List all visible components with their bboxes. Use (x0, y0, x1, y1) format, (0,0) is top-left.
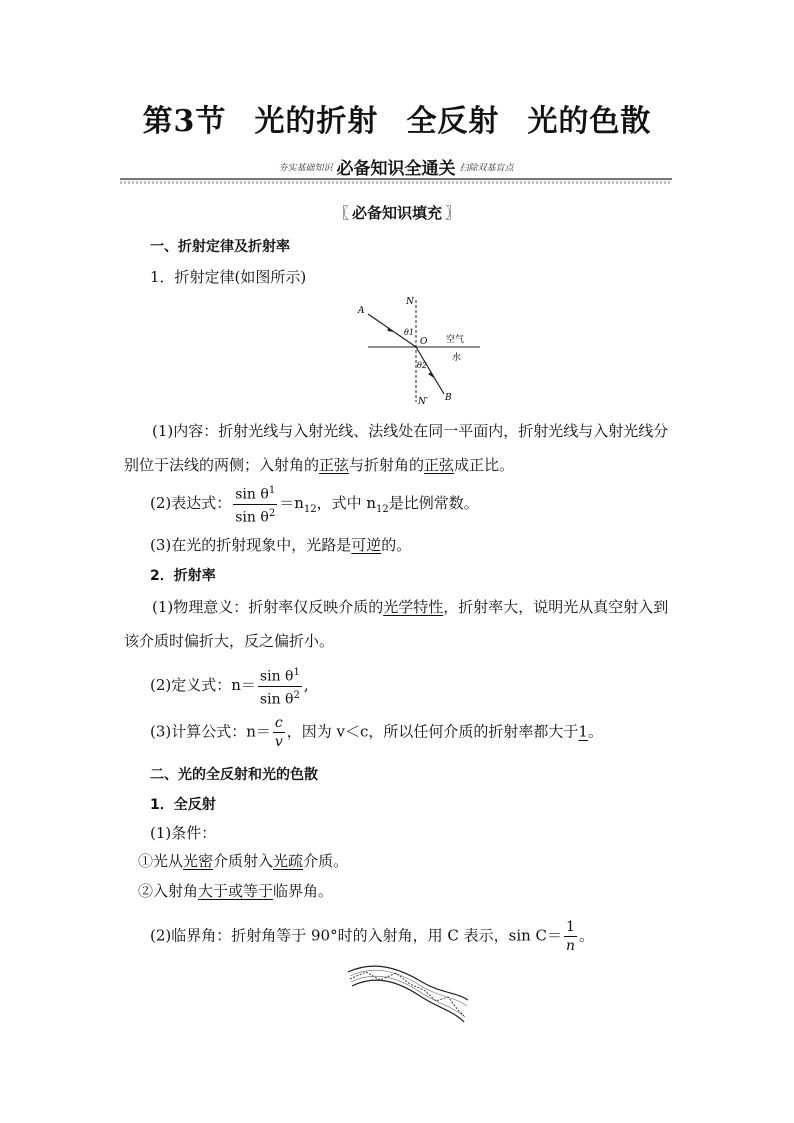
critical-angle-line: (2)临界角：折射角等于 90°时的入射角，用 C 表示，sin C＝ $\frac{1}{n}$ 。 (150, 919, 594, 954)
left-bracket: 〖 (333, 204, 349, 222)
title-section: 第3节 (142, 104, 227, 139)
item-refraction-law: 1．折射定律(如图所示) (150, 268, 307, 286)
label-air: 空气 (446, 335, 465, 345)
refracted-ray (416, 347, 444, 394)
banner-shadow (120, 181, 672, 184)
right-bracket: 〗 (445, 204, 461, 222)
heading-refraction: 一、折射定律及折射率 (150, 239, 290, 255)
refraction-content-paragraph: (1)内容：折射光线与入射光线、法线处在同一平面内，折射光线与入射光线分别位于法线的两侧；入射角的正弦与折射角的正弦成正比。 (124, 422, 669, 474)
reversible-line: (3)在光的折射现象中，光路是可逆的。 (150, 536, 412, 554)
page-title (0, 96, 794, 140)
underline-sine2: 正弦 (424, 456, 455, 474)
title-part3: 光的色散 (527, 104, 652, 139)
underline-sparse: 光疏 (273, 852, 304, 870)
label-n: N (406, 297, 414, 307)
definition-fraction: $\frac{\sin \theta^1}{\sin \theta^2}$ (258, 664, 302, 708)
label-theta1: θ1 (404, 328, 414, 337)
box-title-text: 必备知识填充 (351, 204, 442, 222)
title-part1: 光的折射 (254, 104, 379, 139)
meaning-paragraph: (1)物理意义：折射率仅反映介质的光学特性，折射率大，说明光从真空射入到该介质时偏折大，反之偏折小。 (124, 598, 669, 650)
condition-label: (1)条件： (150, 824, 217, 842)
underline-reversible: 可逆 (351, 536, 382, 554)
banner-center-text: 必备知识全通关 (336, 158, 456, 179)
incident-arrow (388, 327, 395, 332)
underline-dense: 光密 (183, 852, 214, 870)
definition-line: (2)定义式：n＝ $\frac{\sin \theta^1}{\sin \theta^2}$ , (150, 664, 309, 708)
optical-fiber-diagram (344, 960, 474, 1030)
ratio-fraction: $\frac{\sin \theta^1}{\sin \theta^2}$ (233, 482, 277, 526)
label-water: 水 (452, 353, 462, 363)
refraction-diagram (350, 292, 490, 410)
condition-2-line: ②入射角大于或等于临界角。 (138, 882, 334, 900)
banner-right-text: 扫除双基盲点 (459, 163, 514, 174)
item-total-reflection: 1．全反射 (150, 797, 216, 813)
underline-optical-property: 光学特性 (383, 598, 444, 616)
title-part2: 全反射 (406, 104, 500, 139)
section-banner (120, 158, 672, 184)
label-theta2: θ2 (417, 361, 427, 370)
expression-line: (2)表达式： $\frac{\sin \theta^1}{\sin \theta^2}$ $=n_{12}$，式中 $n_{12}$是比例常数。 (150, 482, 479, 526)
one-over-n-fraction: $\frac{1}{n}$ (565, 919, 575, 954)
banner-left-text: 夯实基础知识 (278, 163, 333, 174)
c-over-v-fraction: $\frac{c}{v}$ (274, 715, 283, 750)
underline-sine1: 正弦 (319, 456, 350, 474)
underline-greater-equal: 大于或等于 (198, 882, 274, 900)
heading-total-reflection: 二、光的全反射和光的色散 (150, 767, 318, 783)
fiber-outer-bottom (352, 980, 464, 1022)
item-refractive-index: 2．折射率 (150, 568, 216, 584)
condition-1-line: ①光从光密介质射入光疏介质。 (138, 852, 349, 870)
light-path-zigzag (350, 972, 464, 1016)
label-o: O (420, 337, 428, 347)
underline-one: 1 (578, 722, 588, 741)
knowledge-box-title (0, 202, 794, 223)
calc-formula-line: (3)计算公式：n＝ $\frac{c}{v}$ ，因为 v＜c，所以任何介质的折射率都大于1。 (150, 715, 603, 750)
label-b: B (445, 393, 452, 403)
fiber-inner-top (350, 970, 467, 1006)
label-a: A (358, 306, 365, 316)
label-n-prime: N′ (418, 397, 428, 407)
